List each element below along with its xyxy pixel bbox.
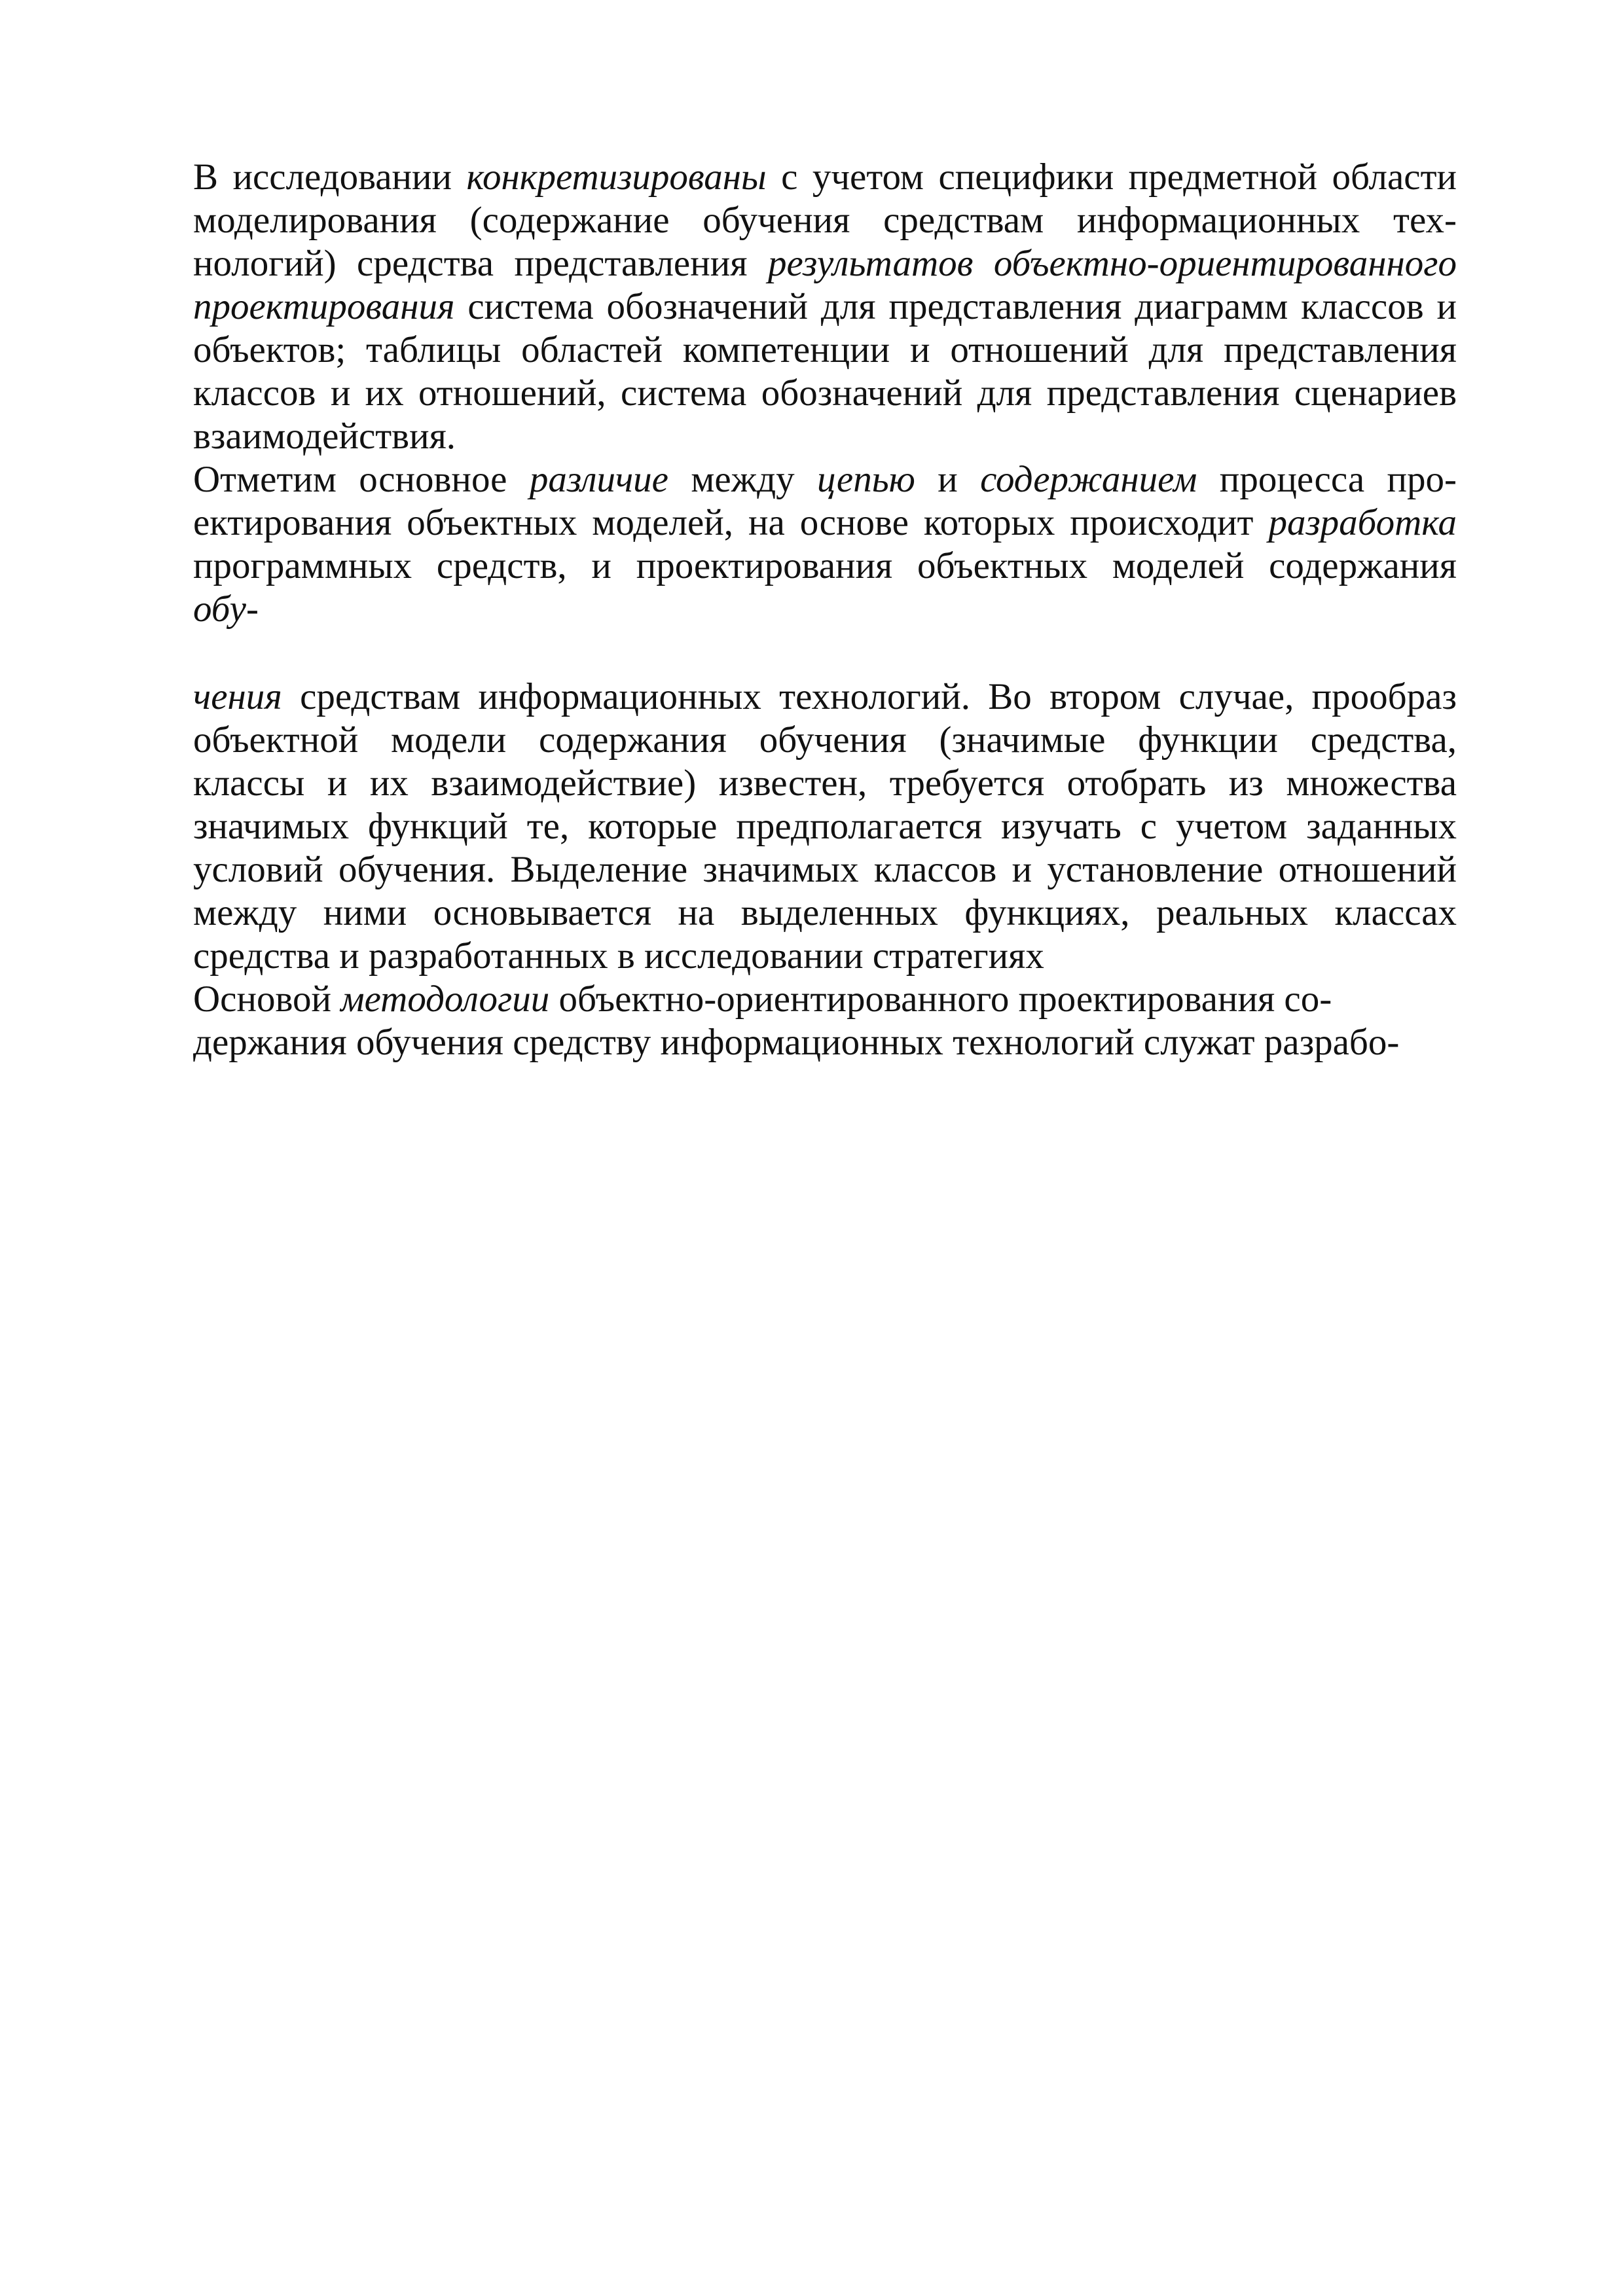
paragraph-2-line-2: ектирования объектных моделей, на основе которых происходит разработка: [193, 502, 1457, 543]
paragraph-3-line-1: чения средствам информационных технологий. Во втором случае, прообраз: [193, 676, 1457, 717]
paragraph-4-line-1: Основой методологии объектно-ориентированного проектирования со-: [193, 978, 1332, 1020]
paragraph-1-line-7: взаимодействия.: [193, 416, 456, 457]
paragraph-1-line-2: моделирования (содержание обучения средствам информационных тех-: [193, 200, 1457, 241]
paragraph-1-line-4: проектирования система обозначений для представления диаграмм классов и: [193, 286, 1457, 327]
paragraph-2-line-3: программных средств, и проектирования объектных моделей содержания: [193, 545, 1457, 586]
paragraph-1-line-1: В исследовании конкретизированы с учетом специфики предметной области: [193, 156, 1457, 198]
paragraph-1-line-5: объектов; таблицы областей компетенции и отношений для представления: [193, 329, 1457, 370]
paragraph-1-line-3: нологий) средства представления результатов объектно-ориентированного: [193, 243, 1457, 284]
paragraph-3-line-5: условий обучения. Выделение значимых классов и установление отношений: [193, 849, 1457, 890]
paragraph-3-line-7: средства и разработанных в исследовании стратегиях: [193, 935, 1044, 977]
paragraph-4-line-2: держания обучения средству информационных технологий служат разрабо-: [193, 1022, 1400, 1063]
paragraph-1-line-6: классов и их отношений, система обозначений для представления сценариев: [193, 372, 1457, 414]
paragraph-3-line-6: между ними основывается на выделенных функциях, реальных классах: [193, 892, 1457, 933]
paragraph-3-line-4: значимых функций те, которые предполагается изучать с учетом заданных: [193, 806, 1457, 847]
paragraph-3-line-3: классы и их взаимодействие) известен, требуется отобрать из множества: [193, 762, 1457, 804]
paragraph-2-line-1: Отметим основное различие между цепью и содержанием процесса про-: [193, 459, 1457, 500]
paragraph-3-line-2: объектной модели содержания обучения (значимые функции средства,: [193, 719, 1457, 761]
paragraph-2-line-4: обу-: [193, 588, 259, 630]
